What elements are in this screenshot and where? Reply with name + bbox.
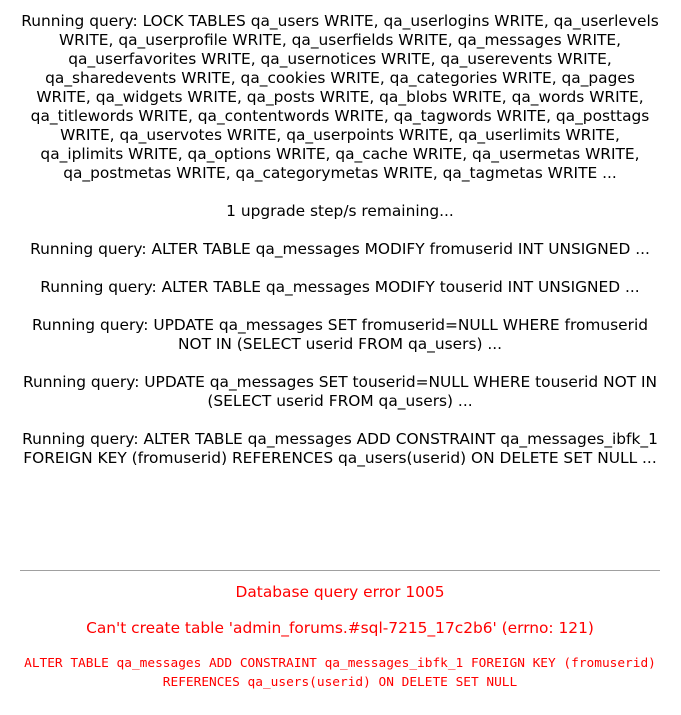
- error-title: Database query error 1005: [235, 583, 445, 601]
- log-entry-modify-fromuserid: Running query: ALTER TABLE qa_messages MODIFY fromuserid INT UNSIGNED ...: [30, 240, 650, 258]
- error-query: ALTER TABLE qa_messages ADD CONSTRAINT qa_messages_ibfk_1 FOREIGN KEY (fromuserid) REFERENCES qa_users(userid) ON DELETE SET NULL: [24, 656, 656, 690]
- log-entry-modify-touserid: Running query: ALTER TABLE qa_messages MODIFY touserid INT UNSIGNED ...: [40, 278, 640, 296]
- divider: [20, 570, 660, 571]
- log-entry-update-touserid: Running query: UPDATE qa_messages SET touserid=NULL WHERE touserid NOT IN (SELECT userid FROM qa_users) ...: [22, 373, 658, 410]
- log-entry-steps-remaining: 1 upgrade step/s remaining...: [226, 202, 454, 220]
- log-entry-add-constraint: Running query: ALTER TABLE qa_messages ADD CONSTRAINT qa_messages_ibfk_1 FOREIGN KEY (fromuserid) REFERENCES qa_users(userid) ON DELETE SET NULL ...: [22, 430, 658, 467]
- error-panel: [20, 583, 660, 692]
- error-message: Can't create table 'admin_forums.#sql-7215_17c2b6' (errno: 121): [86, 619, 594, 637]
- log-entry-update-fromuserid: Running query: UPDATE qa_messages SET fromuserid=NULL WHERE fromuserid NOT IN (SELECT userid FROM qa_users) ...: [32, 316, 648, 353]
- upgrade-log: [20, 12, 660, 487]
- log-entry-lock-tables: Running query: LOCK TABLES qa_users WRITE, qa_userlogins WRITE, qa_userlevels WRITE, qa_userprofile WRITE, qa_userfields WRITE, qa_messages WRITE, qa_userfavorites WRITE, qa_usernotices WRITE, qa_userevents WRITE, qa_sharedevents WRITE, qa_cookies WRITE, qa_categories WRITE, qa_pages WRITE, qa_widgets WRITE, qa_posts WRITE, qa_blobs WRITE, qa_words WRITE, qa_titlewords WRITE, qa_contentwords WRITE, qa_tagwords WRITE, qa_posttags WRITE, qa_uservotes WRITE, qa_userpoints WRITE, qa_userlimits WRITE, qa_iplimits WRITE, qa_options WRITE, qa_cache WRITE, qa_usermetas WRITE, qa_postmetas WRITE, qa_categorymetas WRITE, qa_tagmetas WRITE ...: [21, 12, 659, 182]
